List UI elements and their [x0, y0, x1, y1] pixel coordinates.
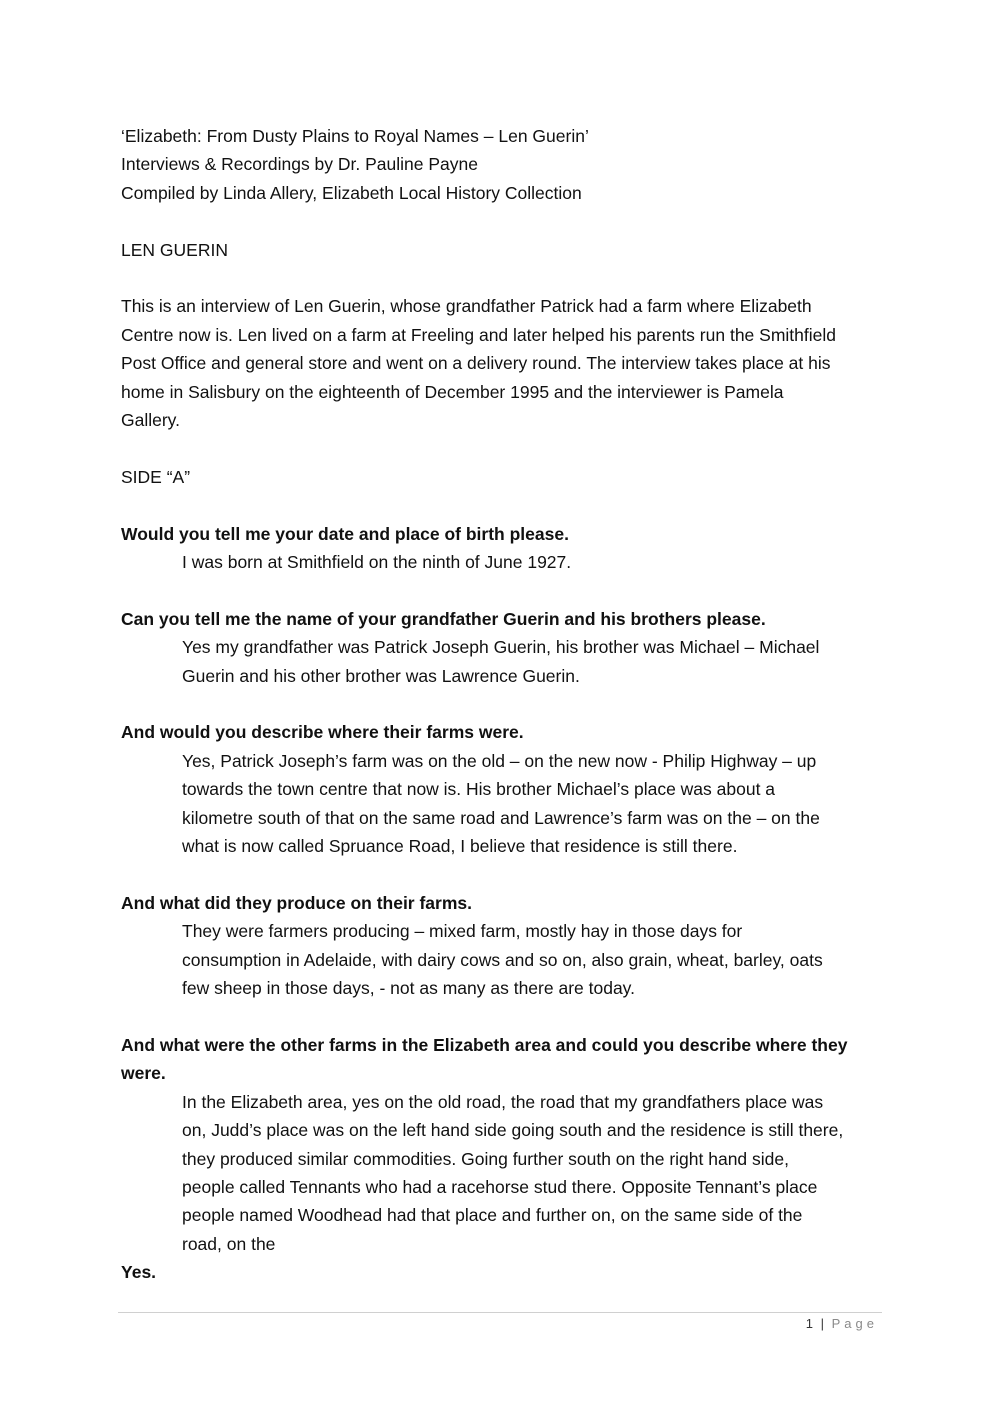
- qa-item: [121, 718, 881, 860]
- intro-line: Post Office and general store and went on a delivery round. The interview takes place at his: [121, 353, 831, 374]
- answer-line: people named Woodhead had that place and further on, on the same side of the: [182, 1205, 803, 1226]
- answer-line: kilometre south of that on the same road and Lawrence’s farm was on the – on the: [182, 807, 820, 828]
- qa-item: [121, 605, 881, 690]
- answer-line: Guerin and his other brother was Lawrence Guerin.: [182, 665, 580, 686]
- qa-item: [121, 520, 881, 577]
- header-block: [121, 122, 881, 207]
- answer-line: few sheep in those days, - not as many as there are today.: [182, 978, 635, 999]
- page-word: Page: [831, 1316, 878, 1331]
- answer-line: In the Elizabeth area, yes on the old road, the road that my grandfathers place was: [182, 1091, 824, 1112]
- interviews-credit: Interviews & Recordings by Dr. Pauline Payne: [121, 154, 478, 175]
- question: And would you describe where their farms were.: [121, 722, 524, 743]
- side-label: SIDE “A”: [121, 466, 191, 487]
- question: Would you tell me your date and place of birth please.: [121, 523, 569, 544]
- page-number: 1: [805, 1316, 815, 1331]
- answer-line: They were farmers producing – mixed farm, mostly hay in those days for: [182, 921, 743, 942]
- answer-line: consumption in Adelaide, with dairy cows and so on, also grain, wheat, barley, oats: [182, 949, 823, 970]
- question: were.: [121, 1063, 166, 1084]
- intro-line: This is an interview of Len Guerin, whose grandfather Patrick had a farm where Elizabeth: [121, 296, 812, 317]
- answer-line: Yes my grandfather was Patrick Joseph Guerin, his brother was Michael – Michael: [182, 637, 820, 658]
- answer-line: what is now called Spruance Road, I believe that residence is still there.: [182, 836, 738, 857]
- section-heading: LEN GUERIN: [121, 239, 228, 260]
- answer-line: people called Tennants who had a racehorse stud there. Opposite Tennant’s place: [182, 1176, 818, 1197]
- page-separator: |: [820, 1316, 826, 1331]
- qa-item: [121, 889, 881, 1003]
- intro-paragraph: [121, 292, 881, 434]
- answer-line: towards the town centre that now is. His brother Michael’s place was about a: [182, 779, 776, 800]
- compiled-credit: Compiled by Linda Allery, Elizabeth Local History Collection: [121, 182, 582, 203]
- document-title: ‘Elizabeth: From Dusty Plains to Royal Names – Len Guerin’: [121, 126, 589, 146]
- answer-line: Yes, Patrick Joseph’s farm was on the old – on the new now - Philip Highway – up: [182, 750, 817, 771]
- answer-line: road, on the: [182, 1233, 276, 1254]
- intro-line: Gallery.: [121, 410, 180, 431]
- answer-line: on, Judd’s place was on the left hand side going south and the residence is still there,: [182, 1120, 844, 1141]
- qa-item: [121, 1031, 881, 1258]
- question: And what did they produce on their farms.: [121, 892, 472, 913]
- answer-line: they produced similar commodities. Going further south on the right hand side,: [182, 1148, 789, 1169]
- footer-divider: [118, 1312, 882, 1313]
- intro-line: Centre now is. Len lived on a farm at Freeling and later helped his parents run the Smithfield: [121, 324, 836, 345]
- question: And what were the other farms in the Elizabeth area and could you describe where they: [121, 1034, 848, 1055]
- document-body: [121, 122, 881, 1287]
- intro-line: home in Salisbury on the eighteenth of December 1995 and the interviewer is Pamela: [121, 381, 784, 402]
- answer-line: I was born at Smithfield on the ninth of June 1927.: [182, 552, 572, 573]
- page-footer: [806, 1316, 878, 1331]
- closing-question: Yes.: [121, 1262, 157, 1283]
- question: Can you tell me the name of your grandfather Guerin and his brothers please.: [121, 608, 766, 629]
